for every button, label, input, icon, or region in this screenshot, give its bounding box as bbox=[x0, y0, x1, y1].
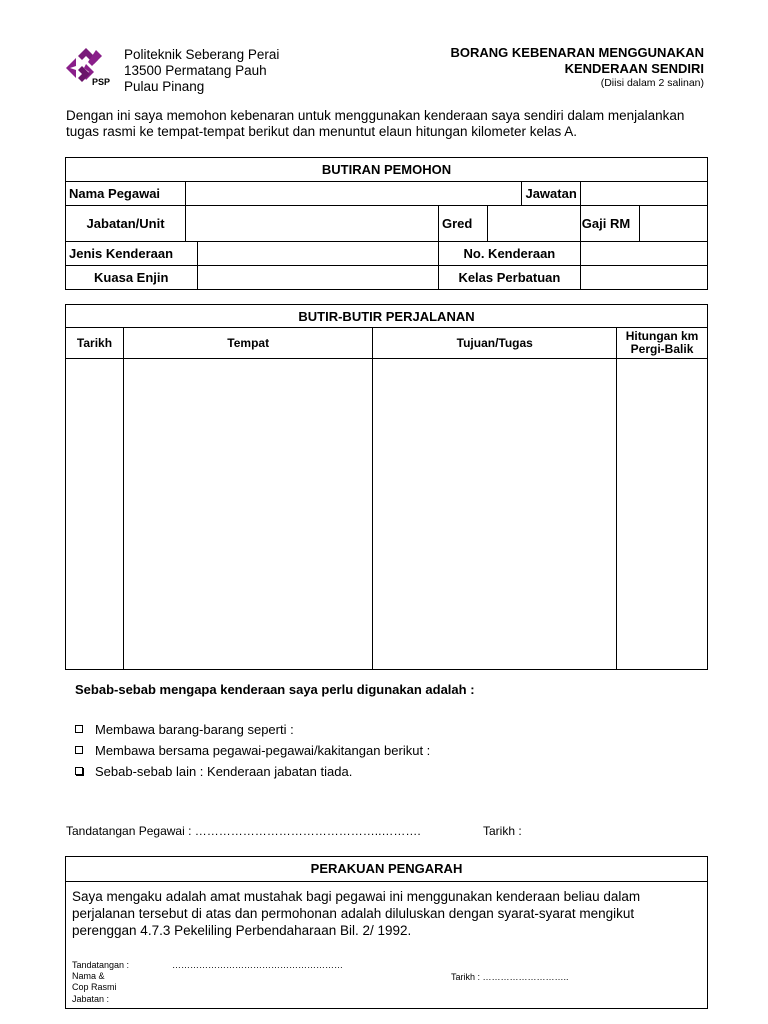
travel-details-table bbox=[65, 304, 708, 670]
cert-name-label: Nama & bbox=[72, 971, 105, 981]
field-tarikh[interactable] bbox=[66, 359, 124, 670]
field-nama[interactable] bbox=[186, 182, 522, 206]
reason-item-barang[interactable] bbox=[75, 722, 294, 737]
officer-signature-line: Tandatangan Pegawai : ………………………………………..………. bbox=[66, 824, 421, 838]
travel-heading: BUTIR-BUTIR PERJALANAN bbox=[66, 305, 708, 328]
label-jawatan: Jawatan bbox=[522, 182, 580, 206]
form-title-line1: BORANG KEBENARAN MENGGUNAKAN bbox=[450, 45, 704, 60]
form-copies-note: (Diisi dalam 2 salinan) bbox=[600, 77, 704, 89]
cert-sign-label: Tandatangan : bbox=[72, 960, 130, 970]
institution-name: Politeknik Seberang Perai bbox=[124, 47, 280, 62]
field-no-kenderaan[interactable] bbox=[580, 242, 707, 266]
checkbox-icon[interactable] bbox=[75, 725, 83, 733]
field-hitungan-km[interactable] bbox=[617, 359, 708, 670]
reasons-title: Sebab-sebab mengapa kenderaan saya perlu digunakan adalah : bbox=[75, 682, 475, 697]
logo-text: PSP bbox=[92, 77, 111, 87]
applicant-heading: BUTIRAN PEMOHON bbox=[66, 158, 708, 182]
applicant-details-table bbox=[65, 157, 708, 290]
intro-paragraph: Dengan ini saya memohon kebenaran untuk menggunakan kenderaan saya sendiri dalam menjalankan tugas rasmi ke tempat-tempat berikut dan menuntut elaun hitungan kilometer kelas A. bbox=[66, 108, 685, 139]
officer-signature-date: Tarikh : bbox=[483, 824, 522, 838]
field-jawatan[interactable] bbox=[580, 182, 707, 206]
checkbox-icon[interactable] bbox=[75, 746, 83, 754]
label-jenis-kenderaan: Jenis Kenderaan bbox=[66, 242, 198, 266]
reason-item-lain[interactable] bbox=[75, 764, 352, 779]
col-km-line2: Pergi-Balik bbox=[630, 342, 694, 356]
col-km-line1: Hitungan km bbox=[625, 329, 699, 343]
label-gred: Gred bbox=[438, 206, 487, 242]
logo bbox=[64, 46, 114, 90]
reason-label: Membawa barang-barang seperti : bbox=[95, 722, 294, 737]
reason-label: Membawa bersama pegawai-pegawai/kakitangan berikut : bbox=[95, 743, 431, 758]
form-title-line2: KENDERAAN SENDIRI bbox=[564, 61, 704, 76]
cert-cop-label: Cop Rasmi bbox=[72, 982, 117, 992]
form-title bbox=[451, 45, 705, 89]
certification-text: Saya mengaku adalah amat mustahak bagi pegawai ini menggunakan kenderaan beliau dalam perjalanan tersebut di atas dan permohonan adalah diluluskan dengan syarat-syarat mengikut perenggan 4.7.3 Pekeliling Perbendaharaan Bil. 2/ 1992. bbox=[72, 889, 641, 938]
field-gred[interactable] bbox=[488, 206, 581, 242]
label-nama: Nama Pegawai bbox=[66, 182, 186, 206]
field-kuasa-enjin[interactable] bbox=[197, 266, 438, 290]
col-tujuan: Tujuan/Tugas bbox=[373, 328, 617, 359]
field-gaji[interactable] bbox=[640, 206, 708, 242]
field-kelas-perbatuan[interactable] bbox=[580, 266, 707, 290]
institution-postcode: 13500 Permatang Pauh bbox=[124, 63, 267, 78]
field-jabatan[interactable] bbox=[186, 206, 439, 242]
checkbox-icon[interactable] bbox=[75, 767, 83, 775]
reason-item-pegawai[interactable] bbox=[75, 743, 430, 758]
cert-date-label: Tarikh : ……………………….. bbox=[451, 972, 569, 982]
label-kuasa-enjin: Kuasa Enjin bbox=[66, 266, 198, 290]
label-jabatan: Jabatan/Unit bbox=[66, 206, 186, 242]
reason-label: Sebab-sebab lain : Kenderaan jabatan tiada. bbox=[95, 764, 353, 779]
field-tempat[interactable] bbox=[123, 359, 373, 670]
institution-state: Pulau Pinang bbox=[124, 79, 205, 94]
col-tempat: Tempat bbox=[123, 328, 373, 359]
label-gaji: Gaji RM bbox=[580, 206, 639, 242]
cert-sign-dots: ………………………………………………… bbox=[172, 960, 343, 970]
cert-dept-label: Jabatan : bbox=[72, 994, 110, 1004]
field-jenis-kenderaan[interactable] bbox=[197, 242, 438, 266]
col-hitungan-km bbox=[617, 328, 708, 359]
institution-address bbox=[124, 47, 279, 95]
col-tarikh: Tarikh bbox=[66, 328, 124, 359]
label-no-kenderaan: No. Kenderaan bbox=[438, 242, 580, 266]
field-tujuan[interactable] bbox=[373, 359, 617, 670]
director-certification bbox=[65, 856, 708, 1009]
label-kelas-perbatuan: Kelas Perbatuan bbox=[438, 266, 580, 290]
certification-heading: PERAKUAN PENGARAH bbox=[66, 857, 707, 882]
